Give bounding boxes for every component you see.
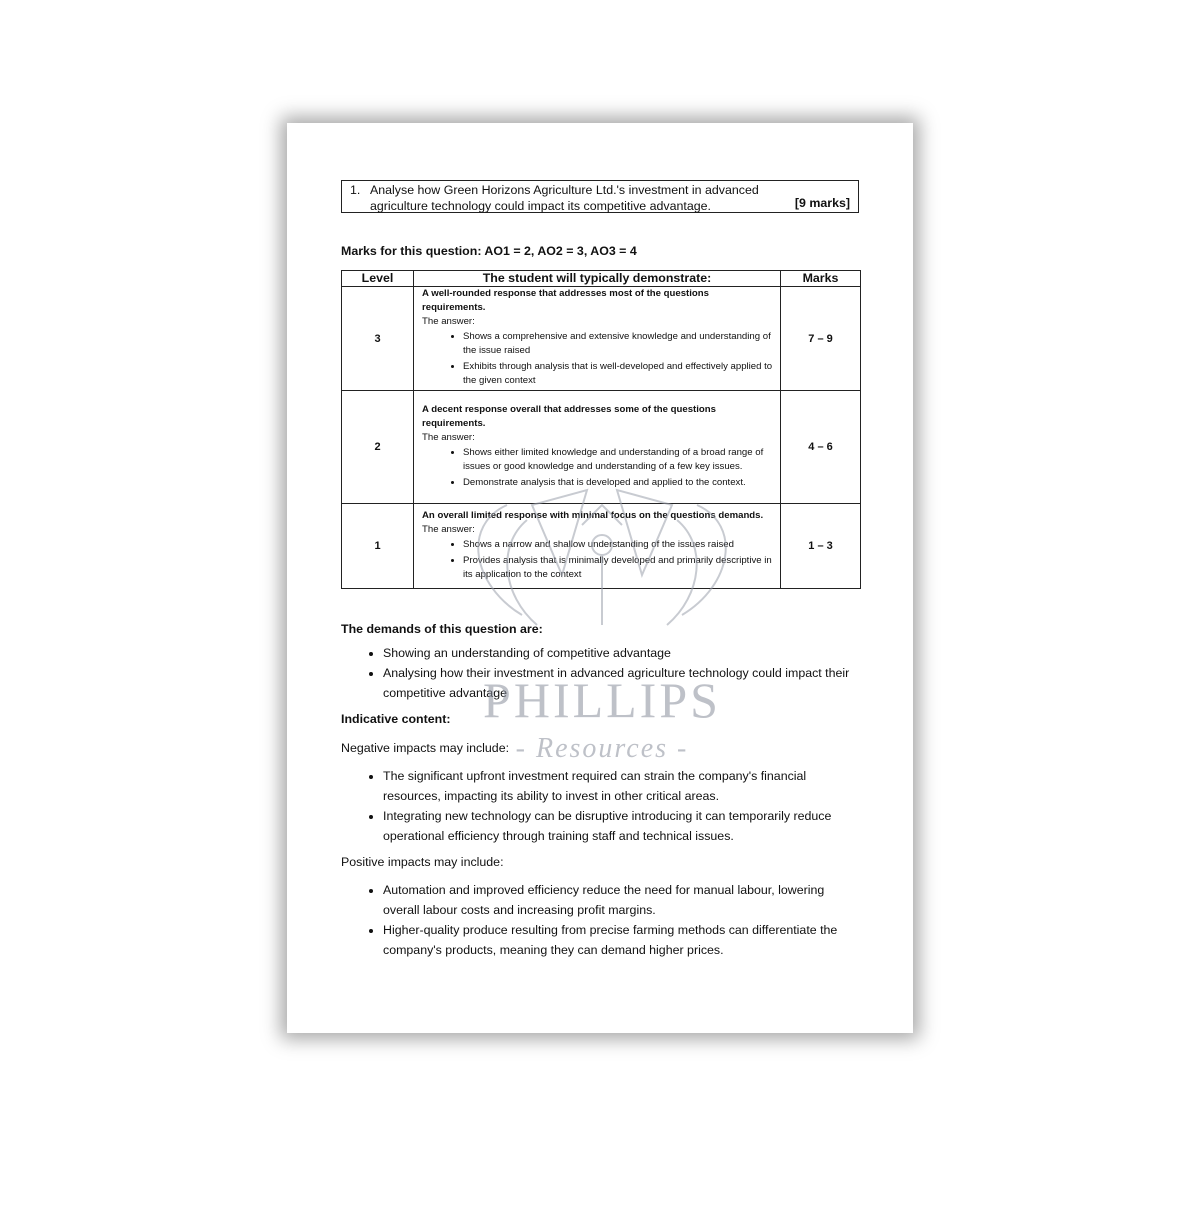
table-row bbox=[342, 287, 861, 391]
question-text-line1: Analyse how Green Horizons Agriculture Ltd.'s investment in advanced bbox=[370, 183, 759, 197]
list-item: • Showing an understanding of competitive advantage bbox=[383, 643, 859, 663]
header-level: Level bbox=[342, 271, 414, 287]
marks-cell: 4 – 6 bbox=[781, 391, 861, 504]
negative-list bbox=[341, 766, 859, 846]
table-header-row bbox=[342, 271, 861, 287]
question-marks: [9 marks] bbox=[794, 196, 850, 210]
descriptor-intro: The answer: bbox=[422, 523, 475, 535]
demands-heading: The demands of this question are: bbox=[341, 622, 543, 636]
header-demonstrate: The student will typically demonstrate: bbox=[414, 271, 781, 287]
level-cell: 3 bbox=[342, 287, 414, 391]
watermark-tagline: - Resources - bbox=[515, 733, 689, 764]
descriptor-summary: A decent response overall that addresses some of the questions requirements. bbox=[422, 403, 716, 429]
descriptor-intro: The answer: bbox=[422, 431, 475, 443]
descriptor-list bbox=[422, 446, 774, 490]
list-item: • The significant upfront investment required can strain the company's financial resources, impacting its ability to invest in other critical areas. bbox=[383, 766, 859, 806]
demands-section bbox=[341, 619, 859, 960]
indicative-heading: Indicative content: bbox=[341, 712, 451, 726]
marks-allocation: Marks for this question: AO1 = 2, AO2 = 3, AO3 = 4 bbox=[341, 244, 637, 258]
question-box bbox=[341, 180, 859, 213]
list-item: • Shows a comprehensive and extensive knowledge and understanding of the issue raised bbox=[463, 330, 774, 358]
negative-label: Negative impacts may include: bbox=[341, 741, 510, 755]
descriptor-cell bbox=[414, 391, 781, 504]
list-item: • Automation and improved efficiency reduce the need for manual labour, lowering overall labour costs and increasing profit margins. bbox=[383, 880, 859, 920]
descriptor-cell bbox=[414, 287, 781, 391]
list-item: • Shows a narrow and shallow understanding of the issues raised bbox=[463, 538, 774, 552]
watermark-name: PHILLIPS bbox=[483, 672, 721, 728]
descriptor-intro: The answer: bbox=[422, 316, 475, 327]
question-number: 1. bbox=[350, 183, 361, 197]
descriptor-list bbox=[422, 330, 774, 388]
positive-label: Positive impacts may include: bbox=[341, 855, 504, 869]
descriptor-list bbox=[422, 538, 774, 582]
question-text-line2: agriculture technology could impact its competitive advantage. bbox=[370, 199, 711, 213]
level-cell: 1 bbox=[342, 504, 414, 589]
list-item: • Analysing how their investment in advanced agriculture technology could impact their competitive advantage bbox=[383, 663, 859, 703]
page-content bbox=[341, 180, 859, 966]
descriptor-summary: An overall limited response with minimal focus on the questions demands. bbox=[422, 509, 764, 521]
demands-list bbox=[341, 643, 859, 703]
table-row bbox=[342, 391, 861, 504]
list-item: • Shows either limited knowledge and understanding of a broad range of issues or good knowledge and understanding of a few key issues. bbox=[463, 446, 774, 474]
list-item: • Higher-quality produce resulting from precise farming methods can differentiate the company's products, meaning they can demand higher prices. bbox=[383, 920, 859, 960]
level-cell: 2 bbox=[342, 391, 414, 504]
table-row bbox=[342, 504, 861, 589]
list-item: • Integrating new technology can be disruptive introducing it can temporarily reduce operational efficiency through training staff and technical issues. bbox=[383, 806, 859, 846]
list-item: • Provides analysis that is minimally developed and primarily descriptive in its application to the context bbox=[463, 554, 774, 582]
mark-scheme-table bbox=[341, 270, 861, 589]
positive-list bbox=[341, 880, 859, 960]
marks-cell: 7 – 9 bbox=[781, 287, 861, 391]
marks-cell: 1 – 3 bbox=[781, 504, 861, 589]
descriptor-summary: A well-rounded response that addresses most of the questions requirements. bbox=[422, 288, 709, 313]
header-marks: Marks bbox=[781, 271, 861, 287]
descriptor-cell bbox=[414, 504, 781, 589]
list-item: • Exhibits through analysis that is well-developed and effectively applied to the given context bbox=[463, 360, 774, 388]
list-item: • Demonstrate analysis that is developed and applied to the context. bbox=[463, 476, 774, 490]
